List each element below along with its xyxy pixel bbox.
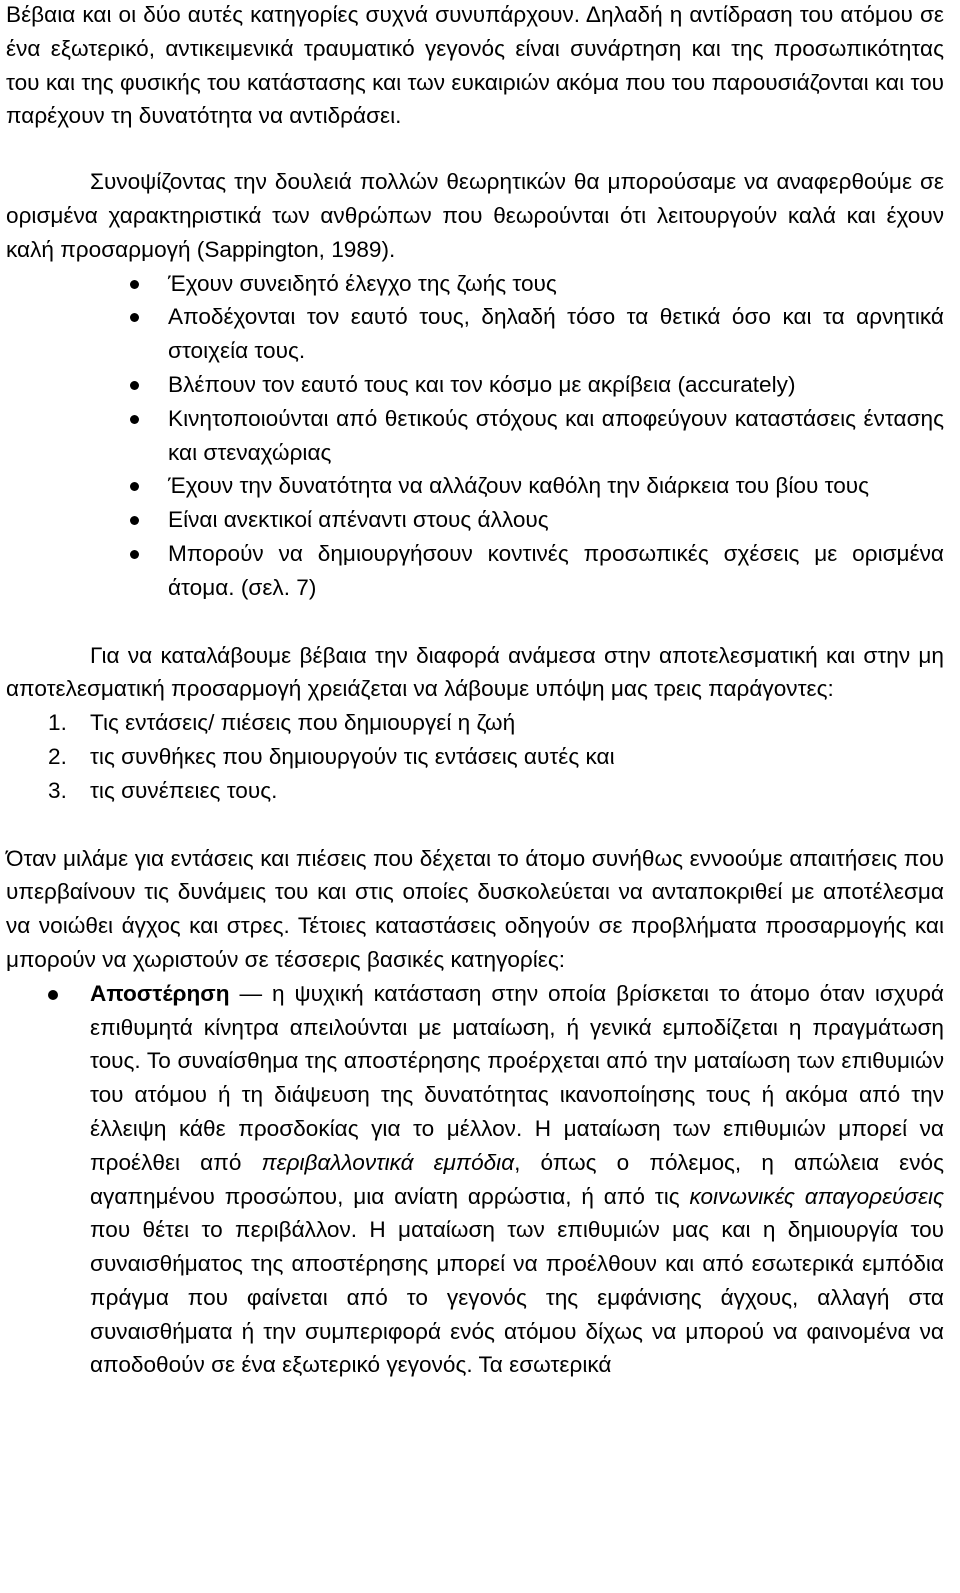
factors-list <box>6 706 944 807</box>
em-dash: — <box>229 980 272 1006</box>
term-deprivation: Αποστέρηση <box>90 980 230 1006</box>
definition-text: , όπως ο πόλεμος, η απώλεια ενός αγαπημένου προσώπου, μια ανίατη αρρώστια, ή από τις <box>90 1149 944 1209</box>
list-item <box>6 368 944 402</box>
traits-list <box>6 267 944 605</box>
bullet-icon <box>130 482 139 491</box>
list-item <box>6 402 944 470</box>
bullet-icon <box>130 516 139 525</box>
list-item-text: Έχουν συνειδητό έλεγχο της ζωής τους <box>168 270 557 296</box>
paragraph-summary: Συνοψίζοντας την δουλειά πολλών θεωρητικών θα μπορούσαμε να αναφερθούμε σε ορισμένα χαρακτηριστικά των ανθρώπων που θεωρούνται ότι λειτουργούν καλά και έχουν καλή προσαρμογή (Sappington, 1989). <box>6 169 944 262</box>
list-item-text: Τις εντάσεις/ πιέσεις που δημιουργεί η ζωή <box>90 710 516 736</box>
list-item <box>6 267 944 301</box>
bullet-icon <box>130 381 139 390</box>
list-item-text: Μπορούν να δημιουργήσουν κοντινές προσωπικές σχέσεις με ορισμένα άτομα. (σελ. 7) <box>168 540 944 600</box>
list-item-text: τις συνθήκες που δημιουργούν τις εντάσεις αυτές και <box>90 743 615 769</box>
list-item <box>6 740 944 774</box>
paragraph-stress: Όταν μιλάμε για εντάσεις και πιέσεις που δέχεται το άτομο συνήθως εννοούμε απαιτήσεις που υπερβαίνουν τις δυνάμεις του και στις οποίες δυσκολεύεται να ανταποκριθεί με αποτέλεσμα να νοιώθει άγχος και στρες. Τέτοιες καταστάσεις οδηγούν σε προβλήματα προσαρμογής και μπορούν να χωριστούν σε τέσσερις βασικές κατηγορίες: <box>6 845 944 972</box>
list-item-text: Είναι ανεκτικοί απέναντι στους άλλους <box>168 507 549 533</box>
list-item-text: Βλέπουν τον εαυτό τους και τον κόσμο με ακρίβεια (accurately) <box>168 371 796 397</box>
list-item-text: Έχουν την δυνατότητα να αλλάζουν καθόλη την διάρκεια του βίου τους <box>168 473 870 499</box>
bullet-icon <box>130 313 139 322</box>
emphasis-environmental: περιβαλλοντικά εμπόδια <box>261 1149 515 1175</box>
list-item <box>6 300 944 368</box>
emphasis-social: κοινωνικές απαγορεύσεις <box>689 1183 944 1209</box>
list-number: 3. <box>48 777 67 803</box>
definition-text: η ψυχική κατάσταση στην οποία βρίσκεται το άτομο όταν ισχυρά επιθυμητά κίνητρα απειλούνται με ματαίωση, ή γενικά εμποδίζεται η πραγμάτωση τους. Το συναίσθημα της αποστέρησης προέρχεται από την ματαίωση των επιθυμιών του ατόμου ή τη διάψευση της δυνατότητας ικανοποίησης τους ή ακόμα από την έλλειψη κάθε προσδοκίας για το μέλλον. Η ματαίωση των επιθυμιών μπορεί να προέλθει από <box>90 980 944 1175</box>
categories-list <box>6 977 944 1383</box>
paragraph-coexistence: Βέβαια και οι δύο αυτές κατηγορίες συχνά συνυπάρχουν. Δηλαδή η αντίδραση του ατόμου σε ένα εξωτερικό, αντικειμενικά τραυματικό γεγονός είναι συνάρτηση και της προσωπικότητας του και της φυσικής του κατάστασης και των ευκαιριών ακόμα που του παρουσιάζονται και του παρέχουν τη δυνατότητα να αντιδράσει. <box>6 2 944 129</box>
list-item <box>6 537 944 605</box>
definition-text: που θέτει το περιβάλλον. Η ματαίωση των επιθυμιών μας και η δημιουργία του συναισθήματος της αποστέρησης μπορεί να προέλθουν και από εσωτερικά εμπόδια πράγμα που φαίνεται από το γεγονός της εμφάνισης άγχους, αλλαγή στα συναισθήματα ή την συμπεριφορά ενός ατόμου δίχως να μπορού να φαινομένα να αποδοθούν σε ένα εξωτερικό γεγονός. Τα εσωτερικά <box>90 1217 944 1378</box>
bullet-icon <box>130 550 139 559</box>
paragraph-factors-intro: Για να καταλάβουμε βέβαια την διαφορά ανάμεσα στην αποτελεσματική και στην μη αποτελεσματική προσαρμογή χρειάζεται να λάβουμε υπόψη μας τρεις παράγοντες: <box>6 642 944 702</box>
list-number: 1. <box>48 710 67 736</box>
list-item <box>6 706 944 740</box>
list-item-text: Αποδέχονται τον εαυτό τους, δηλαδή τόσο τα θετικά όσο και τα αρνητικά στοιχεία τους. <box>168 304 944 364</box>
list-item-text: Κινητοποιούνται από θετικούς στόχους και αποφεύγουν καταστάσεις έντασης και στεναχώριας <box>168 405 944 465</box>
list-item <box>6 774 944 808</box>
bullet-icon <box>48 990 58 1000</box>
bullet-icon <box>130 280 139 289</box>
list-item <box>6 469 944 503</box>
list-number: 2. <box>48 743 67 769</box>
list-item <box>6 503 944 537</box>
list-item <box>6 977 944 1383</box>
document-page <box>6 0 944 1382</box>
bullet-icon <box>130 415 139 424</box>
list-item-text: τις συνέπειες τους. <box>90 777 278 803</box>
